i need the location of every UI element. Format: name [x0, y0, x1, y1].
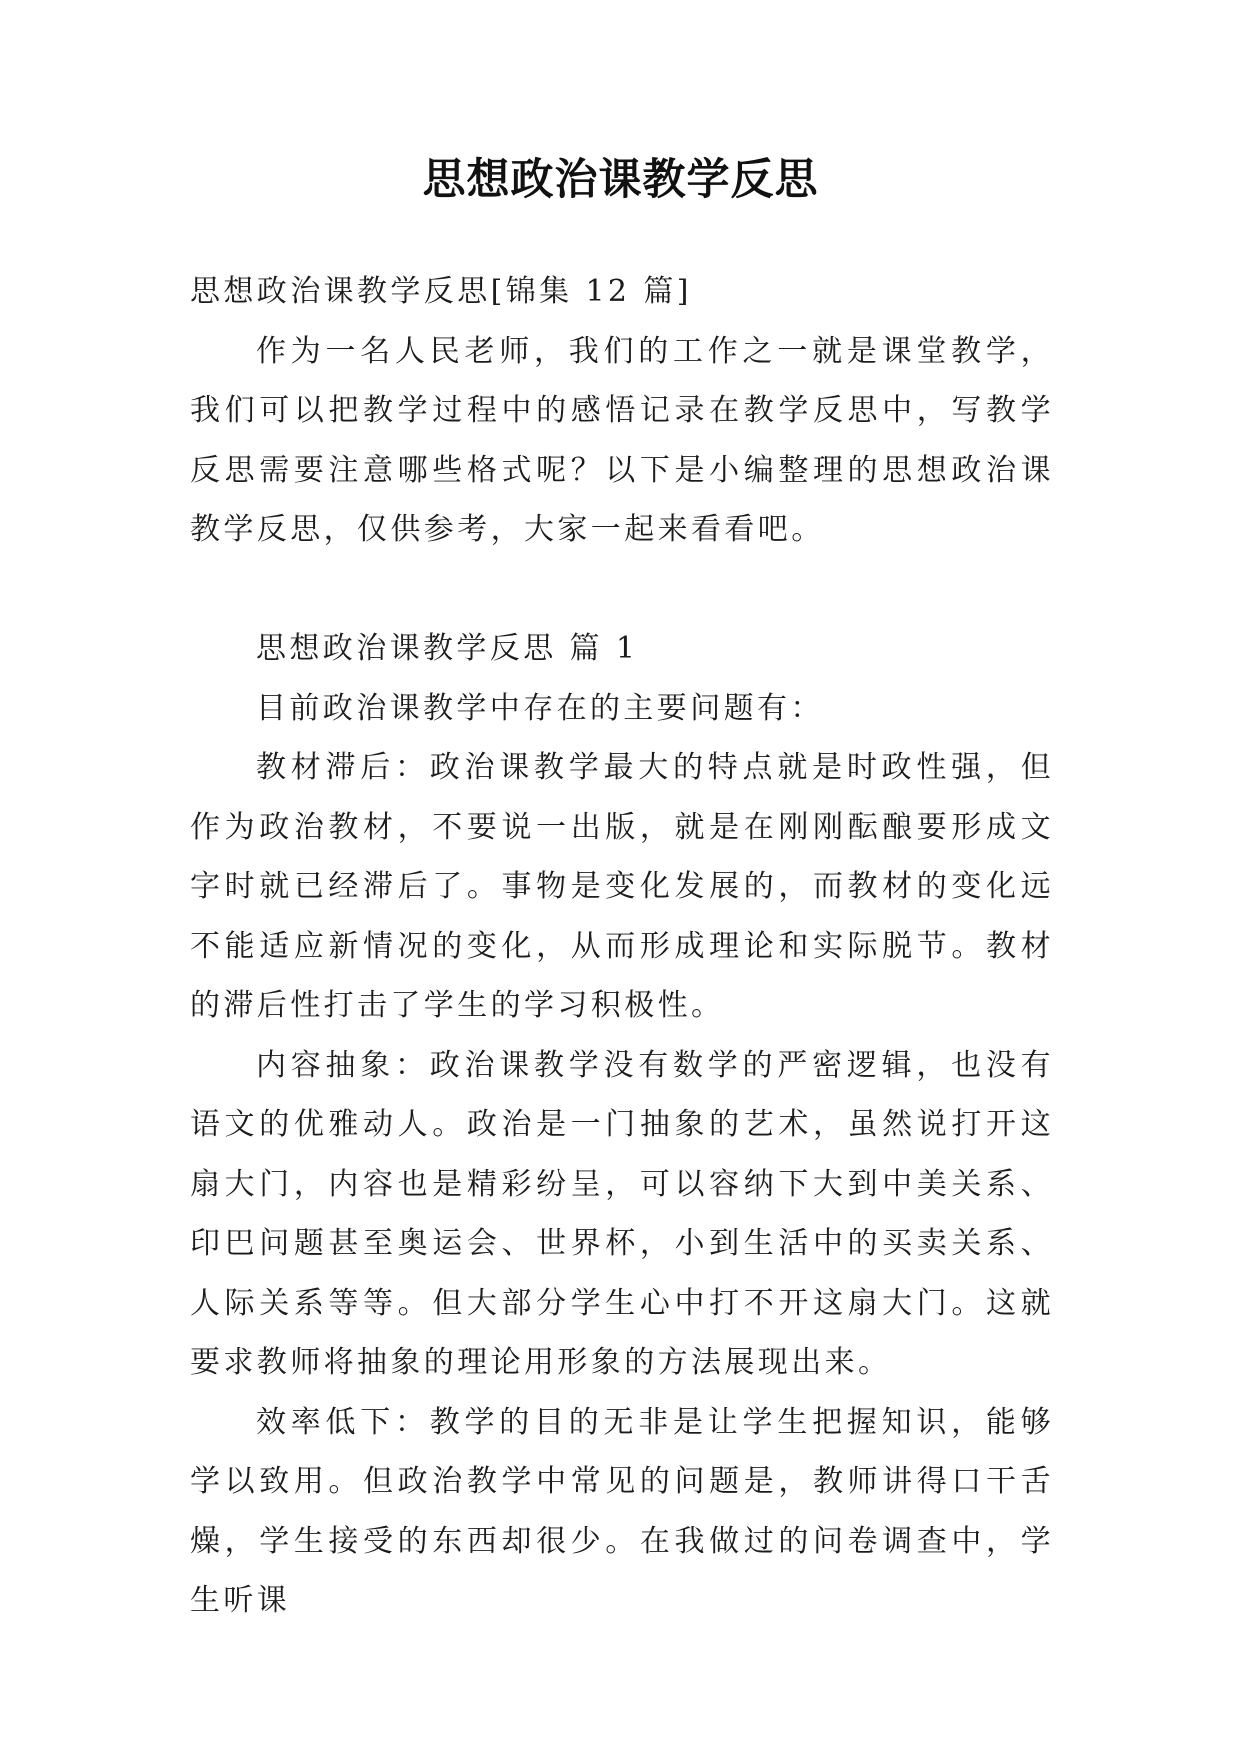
document-body [190, 262, 1054, 1631]
document-title: 思想政治课教学反思 [422, 155, 819, 205]
blank-line [190, 560, 1054, 620]
document-subtitle: 思想政治课教学反思[锦集 12 篇] [190, 274, 692, 309]
body-paragraph: 内容抽象：政治课教学没有数学的严密逻辑，也没有语文的优雅动人。政治是一门抽象的艺术，虽然说打开这扇大门，内容也是精彩纷呈，可以容纳下大到中美关系、印巴问题甚至奥运会、世界杯，小到生活中的买卖关系、人际关系等等。但大部分学生心中打不开这扇大门。这就要求教师将抽象的理论用形象的方法展现出来。 [190, 1047, 1054, 1380]
body-paragraph: 教材滞后：政治课教学最大的特点就是时政性强，但作为政治教材，不要说一出版，就是在刚刚酝酿要形成文字时就已经滞后了。事物是变化发展的，而教材的变化远不能适应新情况的变化，从而形成理论和实际脱节。教材的滞后性打击了学生的学习积极性。 [190, 750, 1054, 1023]
body-paragraph: 效率低下：教学的目的无非是让学生把握知识，能够学以致用。但政治教学中常见的问题是，教师讲得口干舌燥，学生接受的东西却很少。在我做过的问卷调查中，学生听课 [190, 1404, 1054, 1618]
intro-paragraph: 作为一名人民老师，我们的工作之一就是课堂教学，我们可以把教学过程中的感悟记录在教学反思中，写教学反思需要注意哪些格式呢？以下是小编整理的思想政治课教学反思，仅供参考，大家一起来看看吧。 [190, 333, 1054, 547]
section-heading: 思想政治课教学反思 篇 1 [256, 631, 639, 666]
section-lead: 目前政治课教学中存在的主要问题有： [256, 690, 824, 726]
